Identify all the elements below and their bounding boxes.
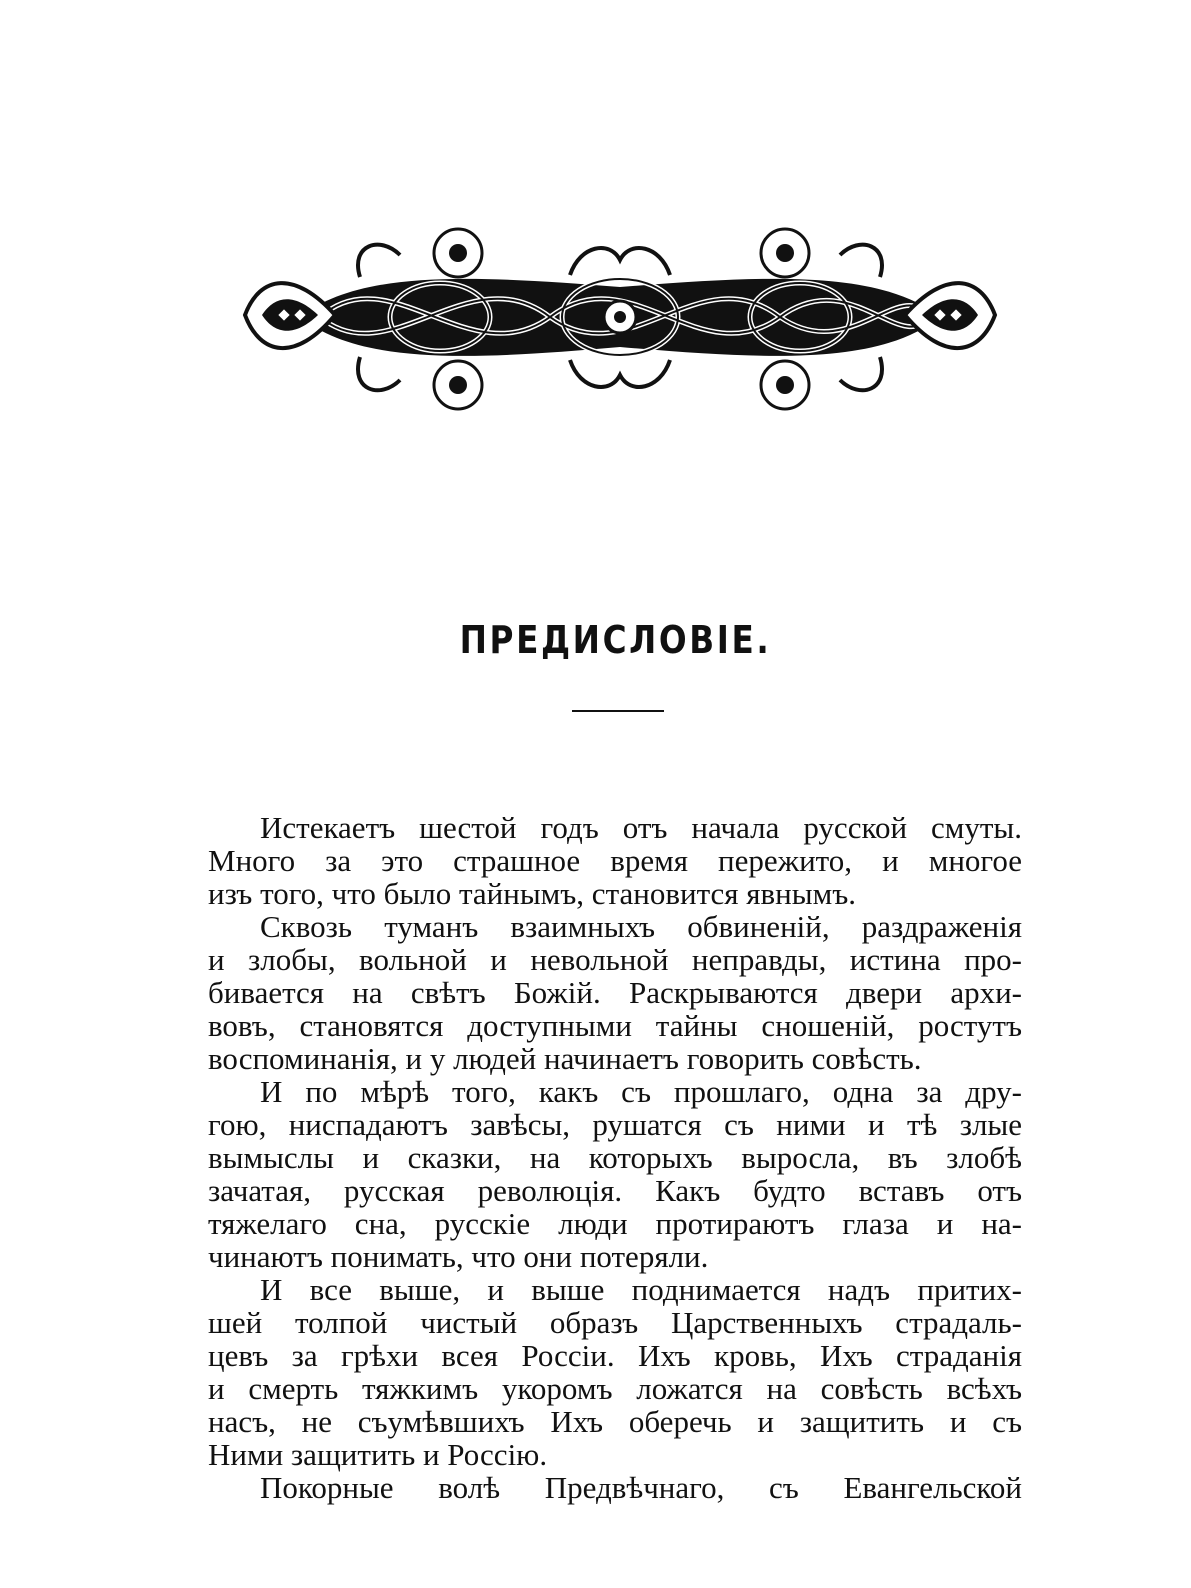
text-line: Сквозь туманъ взаимныхъ обвиненій, раздраженія [260, 909, 1022, 944]
text-line: чинаютъ понимать, что они потеряли. [208, 1239, 709, 1274]
text-line: Истекаетъ шестой годъ отъ начала русской смуты. [260, 810, 1022, 845]
text-line: шей толпой чистый образъ Царственныхъ страдаль- [208, 1305, 1022, 1340]
text-line: и смерть тяжкимъ укоромъ ложатся на совѣсть всѣхъ [208, 1371, 1022, 1406]
chapter-title: ПРЕДИСЛОВІЕ. [459, 618, 772, 662]
text-line: насъ, не съумѣвшихъ Ихъ оберечь и защитить и съ [208, 1404, 1022, 1439]
text-line: тяжелаго сна, русскіе люди протираютъ глаза и на- [208, 1206, 1022, 1241]
title-divider [572, 710, 664, 712]
text-line: вымыслы и сказки, на которыхъ выросла, въ злобѣ [208, 1140, 1022, 1175]
text-line: вовъ, становятся доступными тайны сношеній, ростутъ [208, 1008, 1022, 1043]
text-line: воспоминанія, и у людей начинаетъ говорить совѣсть. [208, 1041, 922, 1076]
decorative-headpiece-ornament [240, 215, 1000, 420]
text-line: Покорные волѣ Предвѣчнаго, съ Евангельской [260, 1470, 1022, 1505]
text-line: И по мѣрѣ того, какъ съ прошлаго, одна за дру- [260, 1074, 1022, 1109]
preface-body-text [208, 811, 1022, 1504]
text-line: гою, ниспадаютъ завѣсы, рушатся съ ними и тѣ злые [208, 1107, 1022, 1142]
text-line: изъ того, что было тайнымъ, становится явнымъ. [208, 876, 856, 911]
text-line: и злобы, вольной и невольной неправды, истина про- [208, 942, 1022, 977]
text-line: цевъ за грѣхи всея Россіи. Ихъ кровь, Ихъ страданія [208, 1338, 1022, 1373]
text-line: И все выше, и выше поднимается надъ притих- [260, 1272, 1022, 1307]
text-line: зачатая, русская революція. Какъ будто вставъ отъ [208, 1173, 1022, 1208]
text-line: Много за это страшное время пережито, и многое [208, 843, 1022, 878]
text-line: бивается на свѣтъ Божій. Раскрываются двери архи- [208, 975, 1022, 1010]
text-line: Ними защитить и Россію. [208, 1437, 548, 1472]
